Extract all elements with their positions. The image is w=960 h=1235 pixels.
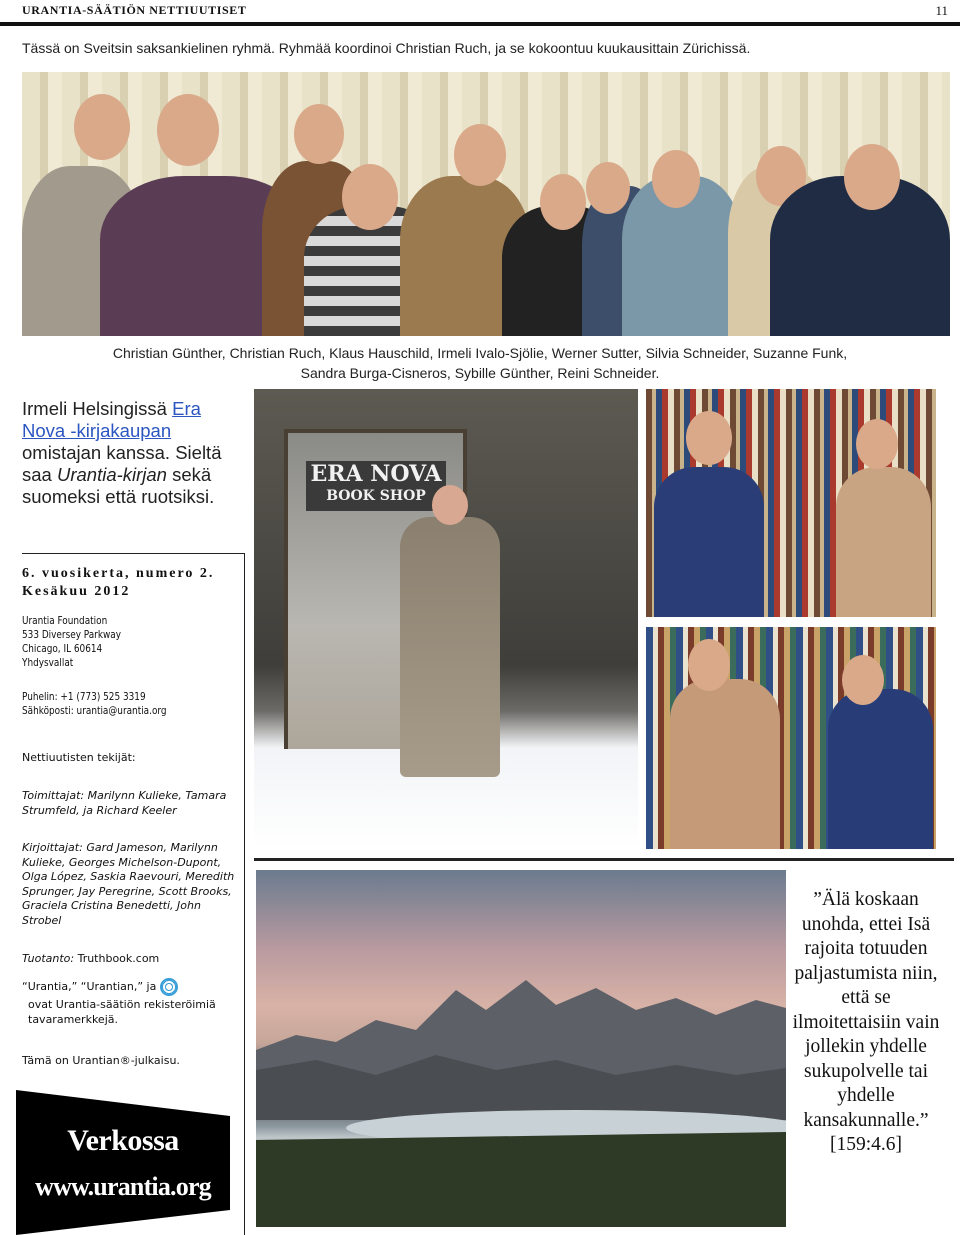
woman-head-4 — [842, 655, 884, 705]
bookstore-interior-photo-1 — [646, 389, 936, 617]
publication-note: Tämä on Urantian®-julkaisu. — [22, 1054, 180, 1067]
trademark-line-2: ovat Urantia-säätiön rekisteröimiä tavaramerkkejä. — [28, 998, 216, 1026]
woman-striped-sweater — [828, 689, 933, 849]
production — [22, 952, 238, 967]
mountain-silhouette — [256, 870, 786, 1227]
woman-scarf — [670, 679, 780, 849]
phone: Puhelin: +1 (773) 525 3319 — [22, 690, 146, 703]
production-label: Tuotanto: — [22, 952, 75, 965]
email[interactable]: Sähköposti: urantia@urantia.org — [22, 704, 167, 717]
issue-date: Kesäkuu 2012 — [22, 584, 131, 599]
production-name: Truthbook.com — [74, 952, 160, 965]
writers-label: Kirjoittajat: — [22, 841, 83, 854]
mountain-lake-photo — [256, 870, 786, 1227]
group-photo — [22, 72, 950, 336]
woman-head-2 — [856, 419, 898, 469]
trademark-line-1: “Urantia,” “Urantian,” ja — [22, 980, 157, 993]
woman-beige-top — [836, 467, 931, 617]
bookstore-interior-photo-2 — [646, 627, 936, 849]
banner-line-1: Verkossa — [67, 1124, 179, 1157]
banner-shape — [16, 1090, 230, 1235]
lead-part-2: omistajan kanssa. Sieltä saa — [22, 442, 222, 485]
woman-head — [432, 485, 468, 525]
lead-part-1: Irmeli Helsingissä — [22, 398, 173, 419]
trademark-notice — [22, 978, 238, 1027]
address-line-3: Chicago, IL 60614 — [22, 642, 103, 655]
address-line-2: 533 Diversey Parkway — [22, 628, 121, 641]
online-banner[interactable] — [16, 1090, 230, 1235]
section-rule — [254, 858, 954, 861]
quote-block — [790, 888, 942, 1158]
era-nova-link[interactable]: Era Nova -kirjakaupan — [22, 398, 201, 441]
writers — [22, 841, 238, 928]
address-line-1: Urantia Foundation — [22, 614, 108, 627]
caption-line-1: Christian Günther, Christian Ruch, Klaus Hauschild, Irmeli Ivalo-Sjölie, Werner Sutter, Silvia Schneider, Suzanne Funk, — [112, 345, 848, 361]
shop-sign — [306, 461, 446, 511]
intro-text: Tässä on Sveitsin saksankielinen ryhmä. Ryhmää koordinoi Christian Ruch, ja se kokoontuu kuukausittain Zürichissä. — [22, 40, 751, 56]
page-number: 11 — [935, 3, 948, 18]
editors-names: Marilynn Kulieke, Tamara Strumfeld, ja Richard Keeler — [22, 789, 227, 817]
address-line-4: Yhdysvallat — [22, 656, 74, 669]
quote-reference: [159:4.6] — [829, 1134, 903, 1155]
woman-head-3 — [688, 639, 730, 691]
quote-text: ”Älä koskaan unohda, ettei Isä rajoita totuuden paljastumista niin, että se ilmoitettaisiin vain jollekin yhdelle sukupolvelle tai yhdelle kansakunnalle.” — [792, 889, 940, 1131]
editors — [22, 789, 238, 818]
issue-volume: 6. vuosikerta, numero 2. — [22, 566, 215, 581]
shop-sign-line-2: BOOK SHOP — [326, 488, 426, 504]
bookshop-lead-text — [22, 398, 248, 508]
foundation-address — [22, 614, 248, 670]
newsletter-title: URANTIA-SÄÄTIÖN NETTIUUTISET — [22, 3, 247, 17]
writers-names: Gard Jameson, Marilynn Kulieke, Georges Michelson-Dupont, Olga López, Saskia Raevouri, Meredith Sprunger, Jay Peregrine, Scott Brooks, Graciela Cristina Benedetti, John Strobel — [22, 841, 235, 927]
editors-label: Toimittajat: — [22, 789, 85, 802]
lead-part-3: sekä suomeksi että ruotsiksi. — [22, 464, 215, 507]
issue-info — [22, 565, 248, 601]
masthead-top-rule — [22, 553, 244, 554]
bookshop-exterior-photo — [254, 389, 638, 849]
contact-info — [22, 690, 248, 718]
woman-in-coat — [400, 517, 500, 777]
caption-line-2: Sandra Burga-Cisneros, Sybille Günther, Reini Schneider. — [300, 365, 660, 381]
authors-heading: Nettiuutisten tekijät: — [22, 751, 136, 764]
shop-sign-line-1: ERA NOVA — [310, 461, 442, 487]
concentric-circles-icon — [160, 978, 178, 996]
woman-head-1 — [686, 411, 732, 465]
woman-blue-sweater — [654, 467, 764, 617]
lead-book-title: Urantia-kirjan — [56, 464, 167, 485]
banner-url[interactable]: www.urantia.org — [35, 1172, 211, 1201]
group-photo-caption — [40, 343, 920, 383]
